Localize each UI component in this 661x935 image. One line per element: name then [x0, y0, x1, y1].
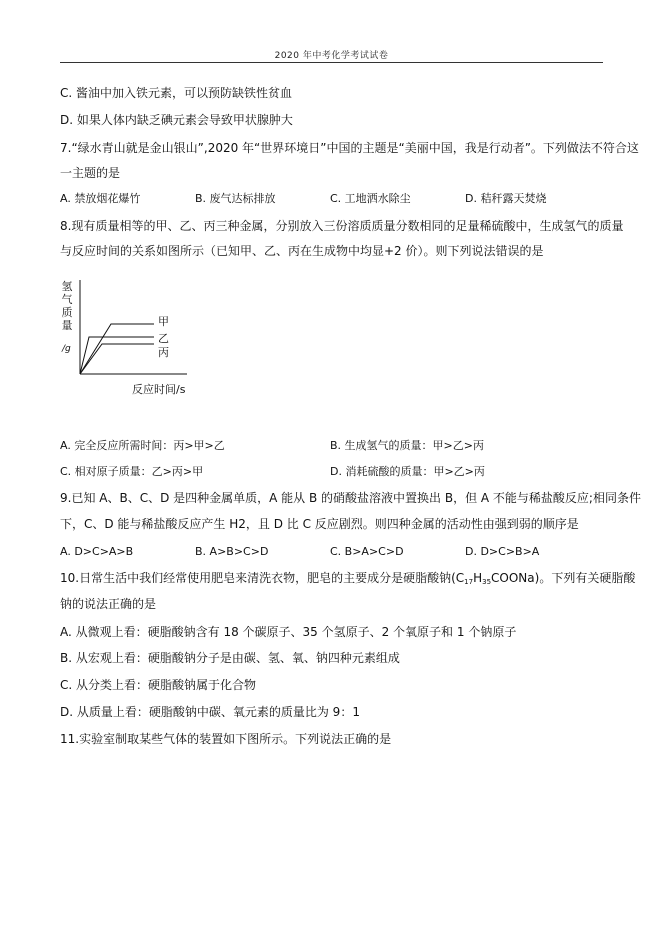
q8-option-b: B. 生成氢气的质量：甲>乙>丙 — [330, 439, 484, 452]
q8-option-c: C. 相对原子质量：乙>丙>甲 — [60, 465, 204, 478]
q7-option-d: D. 秸秆露天焚烧 — [465, 192, 547, 205]
q9-option-c: C. B>A>C>D — [330, 545, 404, 558]
q7-option-b: B. 废气达标排放 — [195, 192, 276, 205]
q10-stem-text-end: COONa)。下列有关硬脂酸 — [491, 571, 636, 585]
q8-stem-line2: 与反应时间的关系如图所示（已知甲、乙、丙在生成物中均显+2 价）。则下列说法错误的是 — [60, 244, 544, 258]
q8-option-a: A. 完全反应所需时间：丙>甲>乙 — [60, 439, 225, 452]
q8-option-d: D. 消耗硫酸的质量：甲>乙>丙 — [330, 465, 485, 478]
header-rule — [60, 62, 603, 63]
q10-stem-h: H — [473, 571, 483, 585]
q10-option-a: A. 从微观上看：硬脂酸钠含有 18 个碳原子、35 个氢原子、2 个氧原子和 1 个钠原子 — [60, 625, 517, 639]
curve-jia — [80, 324, 154, 374]
y-label-char: 气 — [61, 293, 73, 306]
q7-option-c: C. 工地洒水除尘 — [330, 192, 411, 205]
graph-y-label — [61, 280, 73, 332]
y-label-char: 量 — [61, 319, 73, 332]
y-label-char: 氢 — [61, 280, 73, 293]
q8-stem-line1: 8.现有质量相等的甲、乙、丙三种金属，分别放入三份溶质质量分数相同的足量稀硫酸中，生成氢气的质量 — [60, 219, 624, 233]
graph-canvas — [60, 274, 200, 398]
q7-stem-line1: 7.“绿水青山就是金山银山”,2020 年“世界环境日”中国的主题是“美丽中国，我是行动者”。下列做法不符合这 — [60, 141, 639, 155]
y-label-char: 质 — [61, 306, 73, 319]
q10-option-d: D. 从质量上看：硬脂酸钠中碳、氧元素的质量比为 9：1 — [60, 705, 360, 719]
q9-stem-line1: 9.已知 A、B、C、D 是四种金属单质，A 能从 B 的硝酸盐溶液中置换出 B，但 A 不能与稀盐酸反应;相同条件 — [60, 491, 641, 505]
q10-option-c: C. 从分类上看：硬脂酸钠属于化合物 — [60, 678, 257, 692]
q10-stem-text: 10.日常生活中我们经常使用肥皂来清洗衣物，肥皂的主要成分是硬脂酸钠(C — [60, 571, 465, 585]
q10-stem-line1 — [60, 571, 635, 589]
q9-stem-line2: 下，C、D 能与稀盐酸反应产生 H2，且 D 比 C 反应剧烈。则四种金属的活动性由强到弱的顺序是 — [60, 517, 579, 531]
series-label-yi: 乙 — [158, 332, 169, 345]
graph-y-unit: /g — [62, 344, 71, 354]
q11-stem-line1: 11.实验室制取某些气体的装置如下图所示。下列说法正确的是 — [60, 732, 392, 746]
hydrogen-mass-graph — [60, 274, 200, 398]
q7-stem-line2: 一主题的是 — [60, 166, 121, 180]
page-header: 2020 年中考化学考试试卷 — [274, 51, 389, 61]
q10-subscript-35: 35 — [482, 578, 492, 586]
q9-option-d: D. D>C>B>A — [465, 545, 540, 558]
q6-option-c: C. 酱油中加入铁元素，可以预防缺铁性贫血 — [60, 86, 293, 100]
curve-bing — [80, 344, 154, 374]
series-label-bing: 丙 — [158, 346, 169, 359]
q9-option-a: A. D>C>A>B — [60, 545, 134, 558]
q10-subscript-17: 17 — [464, 578, 474, 586]
q7-option-a: A. 禁放烟花爆竹 — [60, 192, 141, 205]
graph-x-label: 反应时间/s — [132, 383, 186, 396]
q6-option-d: D. 如果人体内缺乏碘元素会导致甲状腺肿大 — [60, 113, 293, 127]
q10-stem-line2: 钠的说法正确的是 — [60, 597, 157, 611]
q10-option-b: B. 从宏观上看：硬脂酸钠分子是由碳、氢、氧、钠四种元素组成 — [60, 651, 400, 665]
q9-option-b: B. A>B>C>D — [195, 545, 269, 558]
series-label-jia: 甲 — [158, 315, 169, 328]
